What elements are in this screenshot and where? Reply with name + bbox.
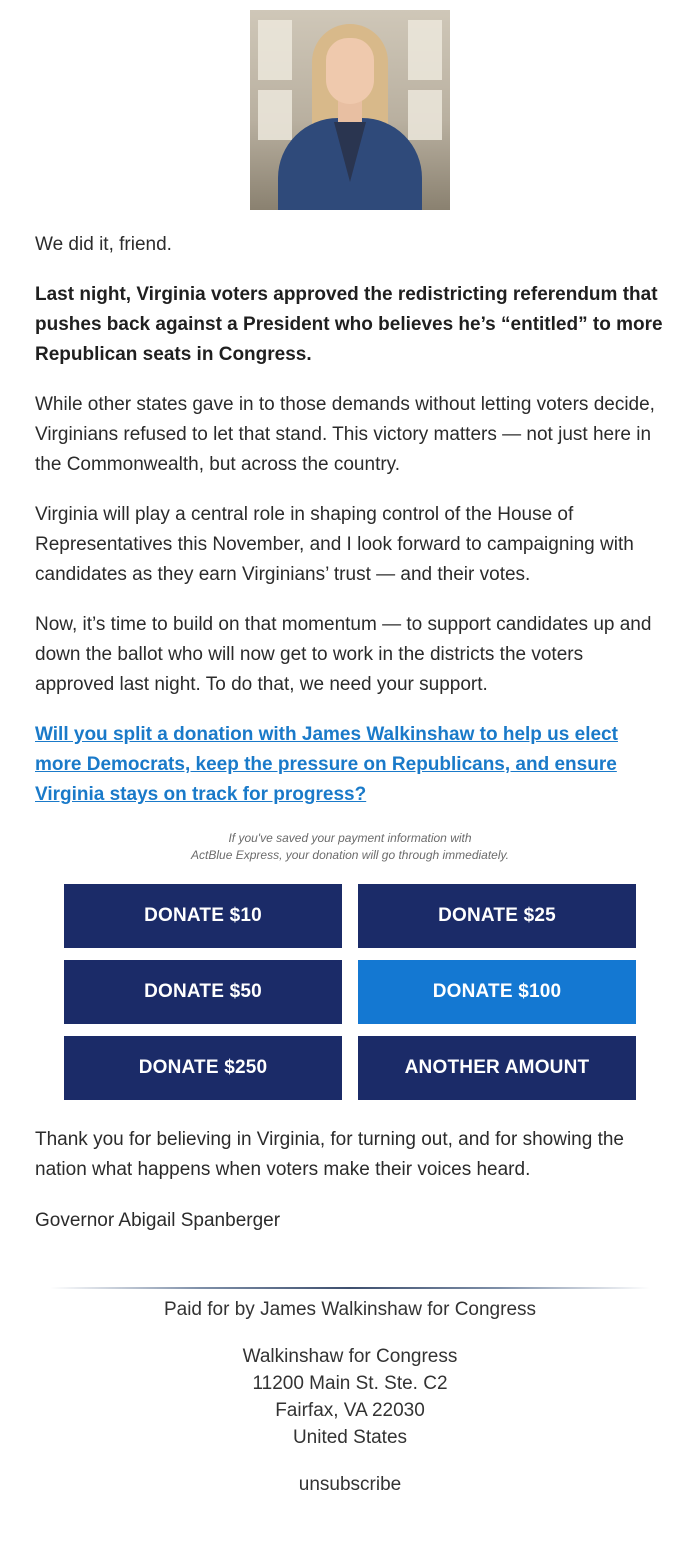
footer-divider	[50, 1287, 650, 1289]
paid-for-disclaimer: Paid for by James Walkinshaw for Congress	[163, 1299, 537, 1320]
express-note-line-2: ActBlue Express, your donation will go through immediately.	[191, 848, 509, 862]
donate-10-button[interactable]: DONATE $10	[64, 884, 342, 948]
unsubscribe-link[interactable]: unsubscribe	[298, 1474, 402, 1495]
body-paragraph-1: While other states gave in to those demands without letting voters decide, Virginians refused to let that stand. This victory matters — not just here in the Commonwealth, but across the country.	[35, 394, 655, 475]
donation-cta-link[interactable]: Will you split a donation with James Walkinshaw to help us elect more Democrats, keep the pressure on Republicans, and ensure Virginia stays on track for progress?	[35, 724, 618, 805]
portrait-photo	[250, 10, 450, 210]
express-note-line-1: If you've saved your payment information with	[228, 831, 472, 845]
body-paragraph-2: Virginia will play a central role in shaping control of the House of Representatives this November, and I look forward to campaigning with candidates as they earn Virginians’ trust — and their votes.	[35, 504, 634, 585]
footer-address-line-3: Fairfax, VA 22030	[275, 1400, 425, 1421]
donate-50-button[interactable]: DONATE $50	[64, 960, 342, 1024]
greeting: We did it, friend.	[35, 234, 172, 255]
closing-paragraph: Thank you for believing in Virginia, for turning out, and for showing the nation what happens when voters make their voices heard.	[35, 1129, 624, 1180]
donation-cta	[35, 720, 667, 810]
body-paragraph-3: Now, it’s time to build on that momentum — to support candidates up and down the ballot who will now get to work in the districts the voters approved last night. To do that, we need your support.	[35, 614, 652, 695]
signature: Governor Abigail Spanberger	[35, 1210, 281, 1231]
footer-address-line-1: Walkinshaw for Congress	[242, 1346, 458, 1367]
another-amount-button[interactable]: ANOTHER AMOUNT	[358, 1036, 636, 1100]
donate-250-button[interactable]: DONATE $250	[64, 1036, 342, 1100]
donate-25-button[interactable]: DONATE $25	[358, 884, 636, 948]
footer-address-line-4: United States	[292, 1427, 408, 1448]
unsubscribe-row	[0, 1471, 700, 1498]
lead-paragraph: Last night, Virginia voters approved the redistricting referendum that pushes back against a President who believes he’s “entitled” to more Republican seats in Congress.	[35, 284, 663, 365]
footer-address-line-2: 11200 Main St. Ste. C2	[252, 1373, 448, 1394]
donate-100-button[interactable]: DONATE $100	[358, 960, 636, 1024]
